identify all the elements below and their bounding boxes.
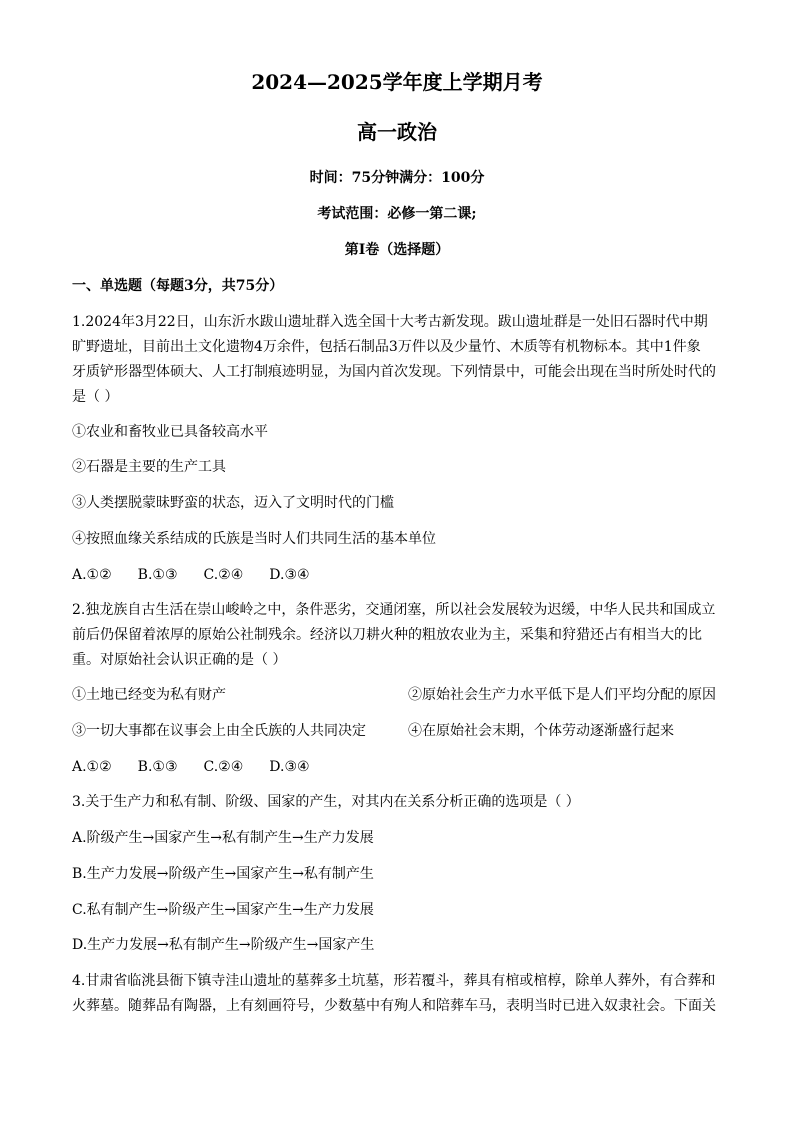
q3-choice-c[interactable]: C.私有制产生→阶级产生→国家产生→生产力发展: [72, 902, 374, 918]
q2-option-b[interactable]: B.①③: [137, 759, 178, 775]
q1-stem-line: 是（ ）: [72, 389, 119, 405]
q2-statement: ③一切大事都在议事会上由全氏族的人共同决定: [72, 723, 366, 739]
q3-choice-b[interactable]: B.生产力发展→阶级产生→国家产生→私有制产生: [72, 866, 374, 882]
q1-options: [72, 565, 336, 585]
exam-volume: 第Ⅰ卷（选择题）: [344, 242, 450, 258]
q2-statement: ①土地已经变为私有财产: [72, 687, 226, 703]
q1-option-c[interactable]: C.②④: [203, 567, 244, 583]
exam-time-info: 时间：75分钟满分：100分: [309, 170, 485, 186]
q2-options: [72, 757, 336, 777]
section-heading: 一、单选题（每题3分，共75分）: [72, 278, 284, 294]
q2-statement: ②原始社会生产力水平低下是人们平均分配的原因: [408, 687, 716, 703]
q1-statement: ④按照血缘关系结成的氏族是当时人们共同生活的基本单位: [72, 531, 436, 547]
q4-stem-line: 4.甘肃省临洮县衙下镇寺洼山遗址的墓葬多土坑墓，形若覆斗，葬具有棺或棺椁，除单人葬外，有合葬和: [72, 973, 716, 989]
q2-option-d[interactable]: D.③④: [269, 759, 310, 775]
q2-stem-line: 重。对原始社会认识正确的是（ ）: [72, 652, 287, 668]
q1-statement: ③人类摆脱蒙昧野蛮的状态，迈入了文明时代的门槛: [72, 495, 394, 511]
q2-stem-line: 2.独龙族自古生活在崇山峻岭之中，条件恶劣，交通闭塞，所以社会发展较为迟缓，中华人民共和国成立: [72, 602, 716, 618]
q1-statement: ②石器是主要的生产工具: [72, 459, 226, 475]
q1-stem-line: 牙质铲形器型体硕大、人工打制痕迹明显，为国内首次发现。下列情景中，可能会出现在当时所处时代的: [72, 364, 716, 380]
q4-stem-line: 火葬墓。随葬品有陶器，上有刻画符号，少数墓中有殉人和陪葬车马，表明当时已进入奴隶社会。下面关: [72, 998, 716, 1014]
q2-statement: ④在原始社会末期，个体劳动逐渐盛行起来: [408, 723, 674, 739]
q1-option-d[interactable]: D.③④: [269, 567, 310, 583]
q1-option-b[interactable]: B.①③: [137, 567, 178, 583]
exam-subject: 高一政治: [357, 120, 437, 144]
exam-title: 2024—2025学年度上学期月考: [251, 70, 543, 94]
q3-choice-a[interactable]: A.阶级产生→国家产生→私有制产生→生产力发展: [72, 830, 374, 846]
q1-option-a[interactable]: A.①②: [72, 567, 112, 583]
q2-option-a[interactable]: A.①②: [72, 759, 112, 775]
q1-statement: ①农业和畜牧业已具备较高水平: [72, 424, 268, 440]
q2-option-c[interactable]: C.②④: [203, 759, 244, 775]
q1-stem-line: 1.2024年3月22日，山东沂水跋山遗址群入选全国十大考古新发现。跋山遗址群是一处旧石器时代中期: [72, 314, 708, 330]
q1-stem-line: 旷野遗址，目前出土文化遗物4万余件，包括石制品3万件以及少量竹、木质等有机物标本。其中1件象: [72, 339, 701, 355]
q2-stem-line: 前后仍保留着浓厚的原始公社制残余。经济以刀耕火种的粗放农业为主，采集和狩猎还占有相当大的比: [72, 627, 702, 643]
exam-scope: 考试范围：必修一第二课;: [317, 206, 477, 222]
q3-stem-line: 3.关于生产力和私有制、阶级、国家的产生，对其内在关系分析正确的选项是（ ）: [72, 794, 580, 810]
q3-choice-d[interactable]: D.生产力发展→私有制产生→阶级产生→国家产生: [72, 937, 375, 953]
